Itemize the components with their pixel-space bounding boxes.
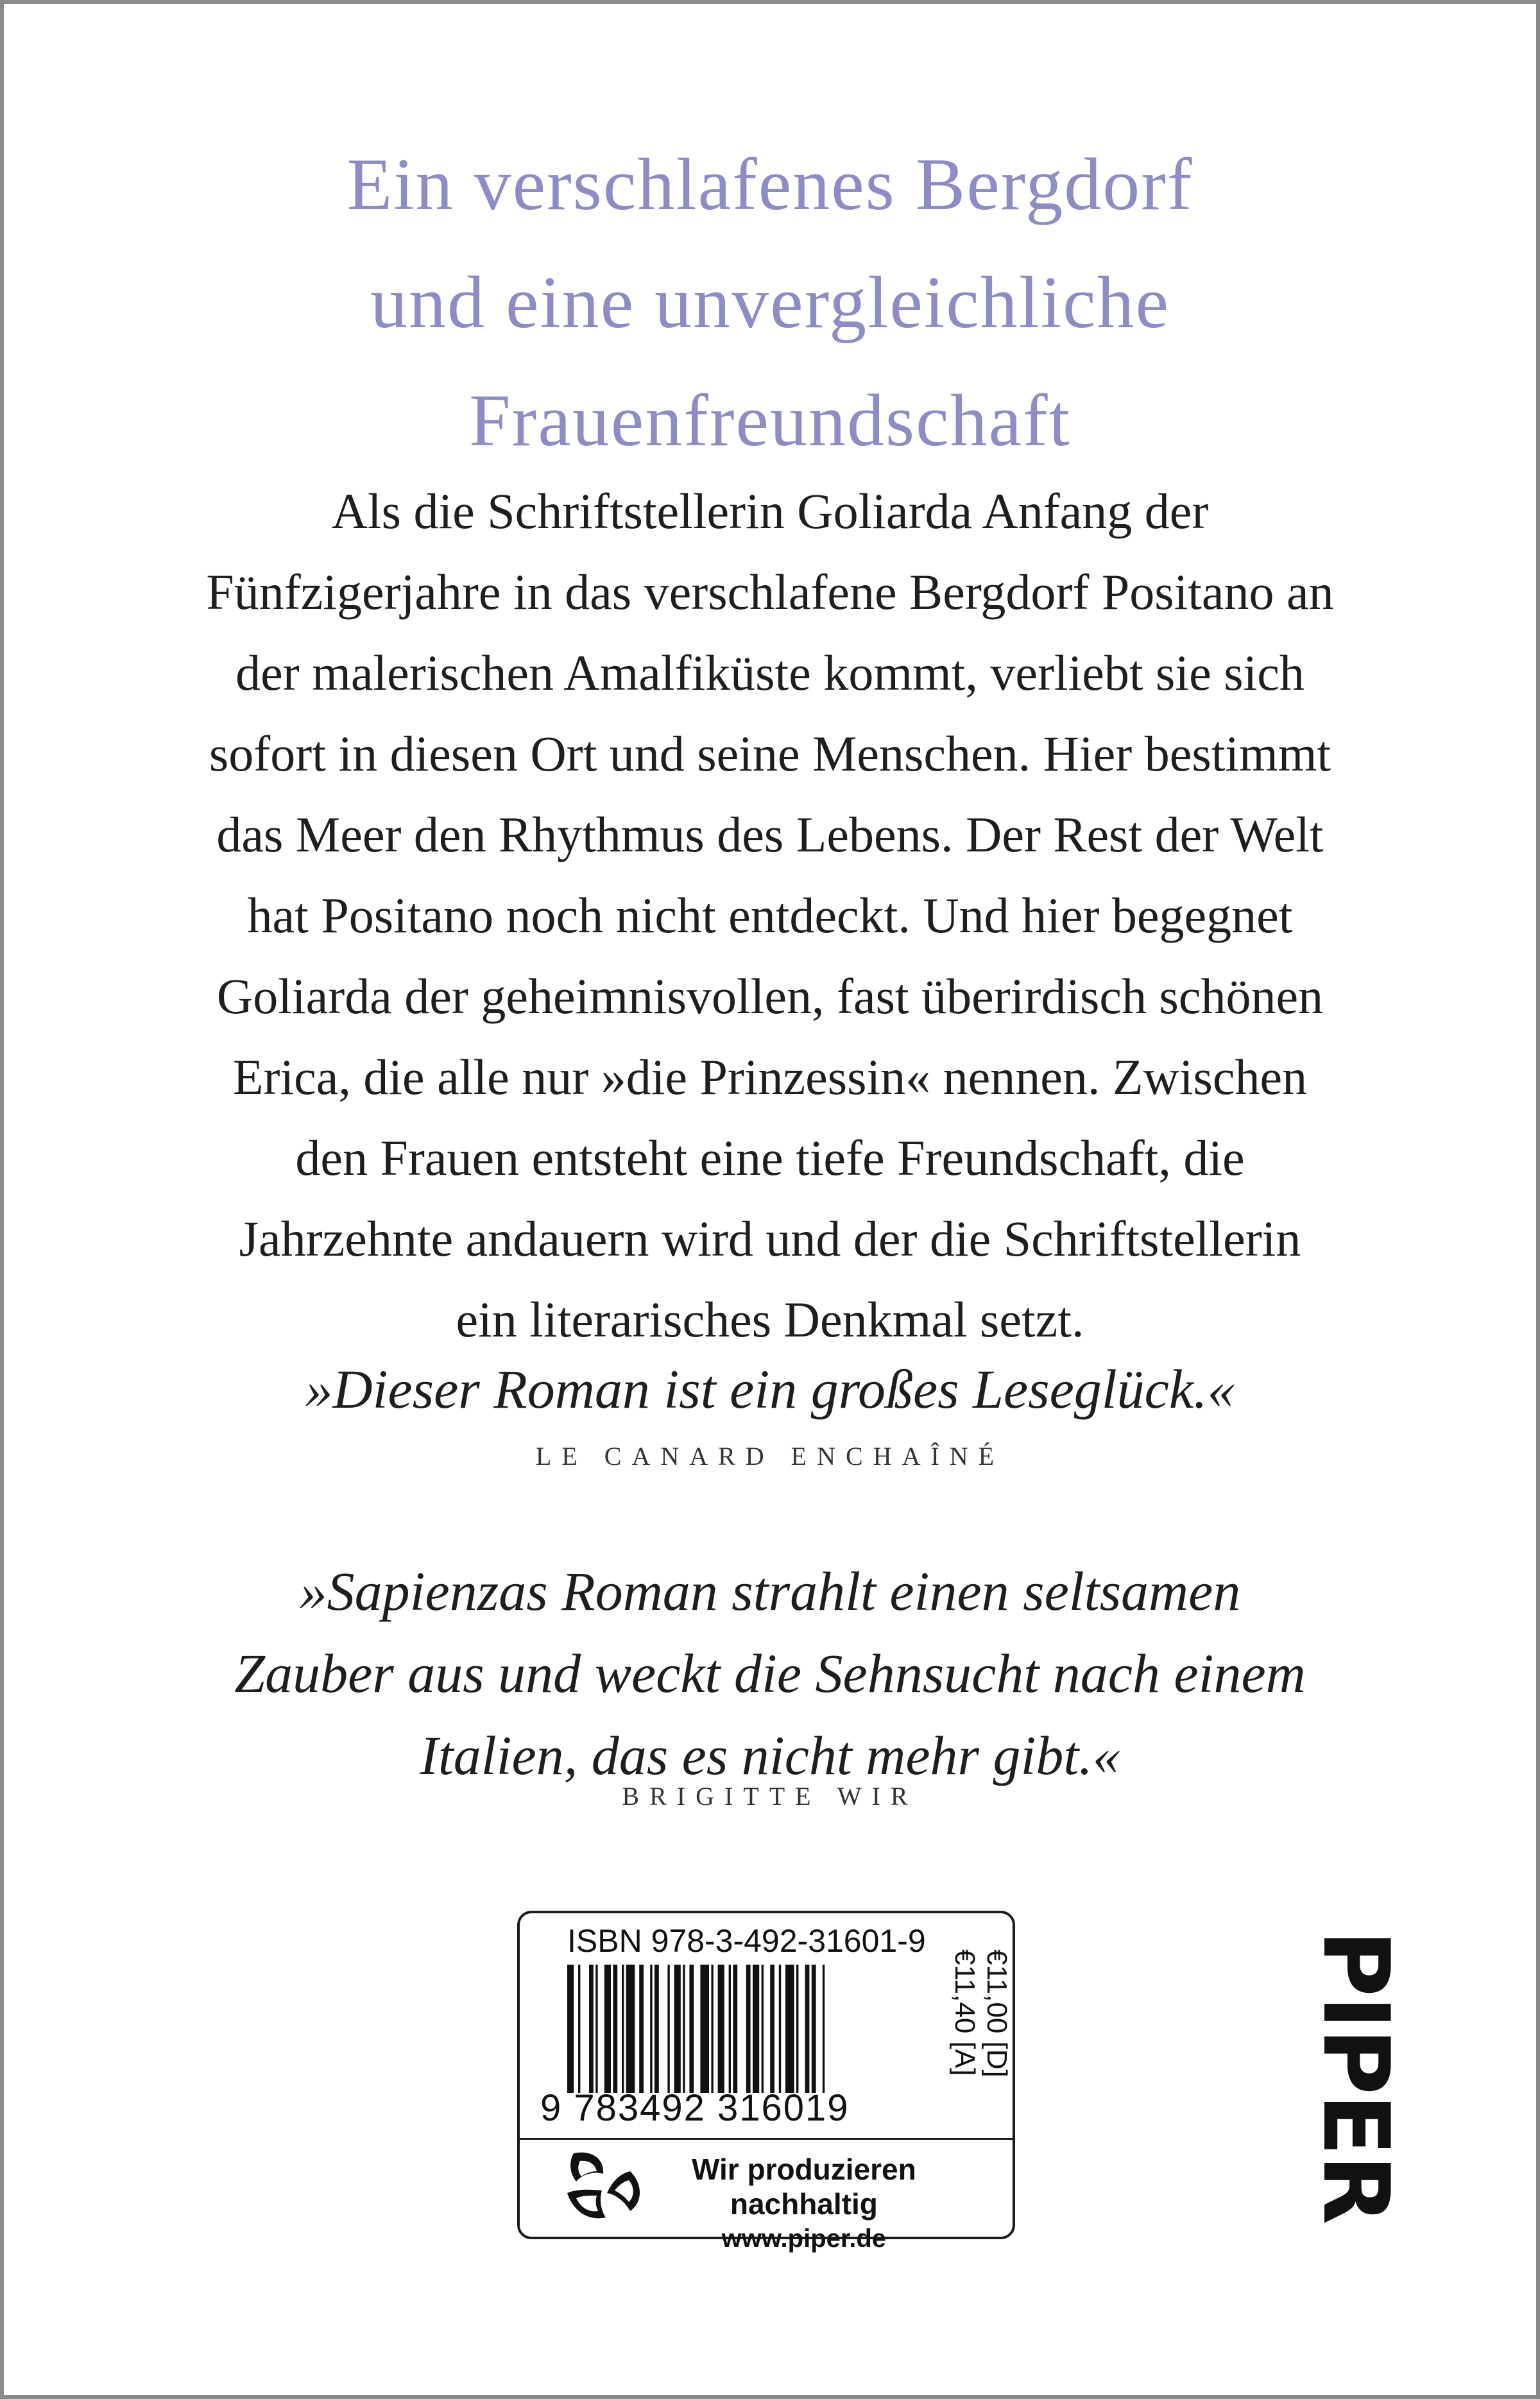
barcode-bar [779, 1965, 781, 2093]
barcode-bar [770, 1965, 774, 2093]
barcode-bar [667, 1965, 669, 2093]
barcode-bar [613, 1965, 617, 2093]
quote-line: »Sapienzas Roman strahlt einen seltsamen [299, 1560, 1241, 1622]
quote-line: »Dieser Roman ist ein großes Leseglück.« [305, 1358, 1235, 1420]
price-block [948, 1949, 1013, 2090]
quote-source: LE CANARD ENCHAÎNÉ [535, 1442, 1005, 1471]
barcode-bar [805, 1965, 810, 2093]
barcode-bar [718, 1965, 724, 2093]
headline-line: Ein verschlafenes Bergdorf [346, 144, 1194, 226]
barcode-bar [746, 1965, 751, 2093]
blurb-line: Erica, die alle nur »die Prinzessin« nennen. Zwischen [232, 1049, 1308, 1105]
barcode-bar [622, 1965, 624, 2093]
publisher-url[interactable]: www.piper.de [721, 2224, 887, 2253]
blurb-line: der malerischen Amalfiküste kommt, verliebt sie sich [235, 645, 1305, 701]
eco-line: Wir produzieren [692, 2153, 916, 2186]
barcode-bar [595, 1965, 597, 2093]
barcode-bar [674, 1965, 681, 2093]
quote-line: Italien, das es nicht mehr gibt.« [420, 1725, 1120, 1786]
headline-line: Frauenfreundschaft [469, 380, 1071, 462]
blurb-line: das Meer den Rhythmus des Lebens. Der Rest der Welt [216, 807, 1324, 862]
barcode-bar [604, 1965, 611, 2093]
barcode-bar [700, 1965, 709, 2093]
barcode-bar [654, 1965, 659, 2093]
barcode-bar [567, 1965, 574, 2093]
barcode-bar [753, 1965, 759, 2093]
barcode-bar [733, 1965, 737, 2093]
barcode-bar [796, 1965, 798, 2093]
blurb-line: Jahrzehnte andauern wird und der die Schriftstellerin [239, 1211, 1301, 1267]
quote-line: Zauber aus und weckt die Sehnsucht nach einem [234, 1643, 1306, 1704]
barcode-bar [683, 1965, 685, 2093]
ean-digits: 9 783492 316019 [540, 2087, 850, 2129]
blurb-line: Goliarda der geheimnisvollen, fast überirdisch schönen [216, 968, 1324, 1024]
eco-line: nachhaltig [730, 2187, 878, 2221]
isbn-label: ISBN 978-3-492-31601-9 [567, 1923, 926, 1959]
barcode-bar [578, 1965, 580, 2093]
price-austria: €11,40 [A] [949, 1949, 980, 2076]
blurb-line: hat Positano noch nicht entdeckt. Und hier begegnet [247, 887, 1293, 943]
barcode-bar [589, 1965, 594, 2093]
barcode-panel [517, 1911, 1015, 2253]
headline [4, 126, 1536, 480]
sustainability-note [692, 2152, 916, 2256]
review-quote [4, 1550, 1536, 1797]
blurb-text [4, 471, 1536, 1360]
blurb-line: sofort in diesen Ort und seine Menschen. Hier bestimmt [209, 726, 1331, 781]
barcode-bar [823, 1965, 825, 2093]
barcode-bar [812, 1965, 816, 2093]
price-germany: €11,00 [D] [981, 1949, 1013, 2078]
quote-source: BRIGITTE WIR [622, 1782, 918, 1811]
divider [520, 2138, 1013, 2140]
blurb-line: ein literarisches Denkmal setzt. [456, 1292, 1084, 1347]
blurb-line: Als die Schriftstellerin Goliarda Anfang der [331, 483, 1209, 539]
barcode-bar [729, 1965, 731, 2093]
barcode-bar [711, 1965, 713, 2093]
barcode-bar [639, 1965, 644, 2093]
barcode-bar [650, 1965, 652, 2093]
headline-line: und eine unvergleichliche [370, 262, 1170, 344]
barcode-bar [785, 1965, 794, 2093]
recycle-leaves-icon [554, 2148, 648, 2232]
review-quote [4, 1348, 1536, 1430]
publisher-logo: PIPER [1303, 1930, 1408, 2224]
barcode-bar [762, 1965, 764, 2093]
barcode-bar [689, 1965, 694, 2093]
barcode-bars [567, 1965, 963, 2093]
blurb-line: den Frauen entsteht eine tiefe Freundschaft, die [295, 1130, 1245, 1186]
blurb-line: Fünfzigerjahre in das verschlafene Bergdorf Positano an [206, 564, 1334, 620]
barcode-bar [626, 1965, 635, 2093]
